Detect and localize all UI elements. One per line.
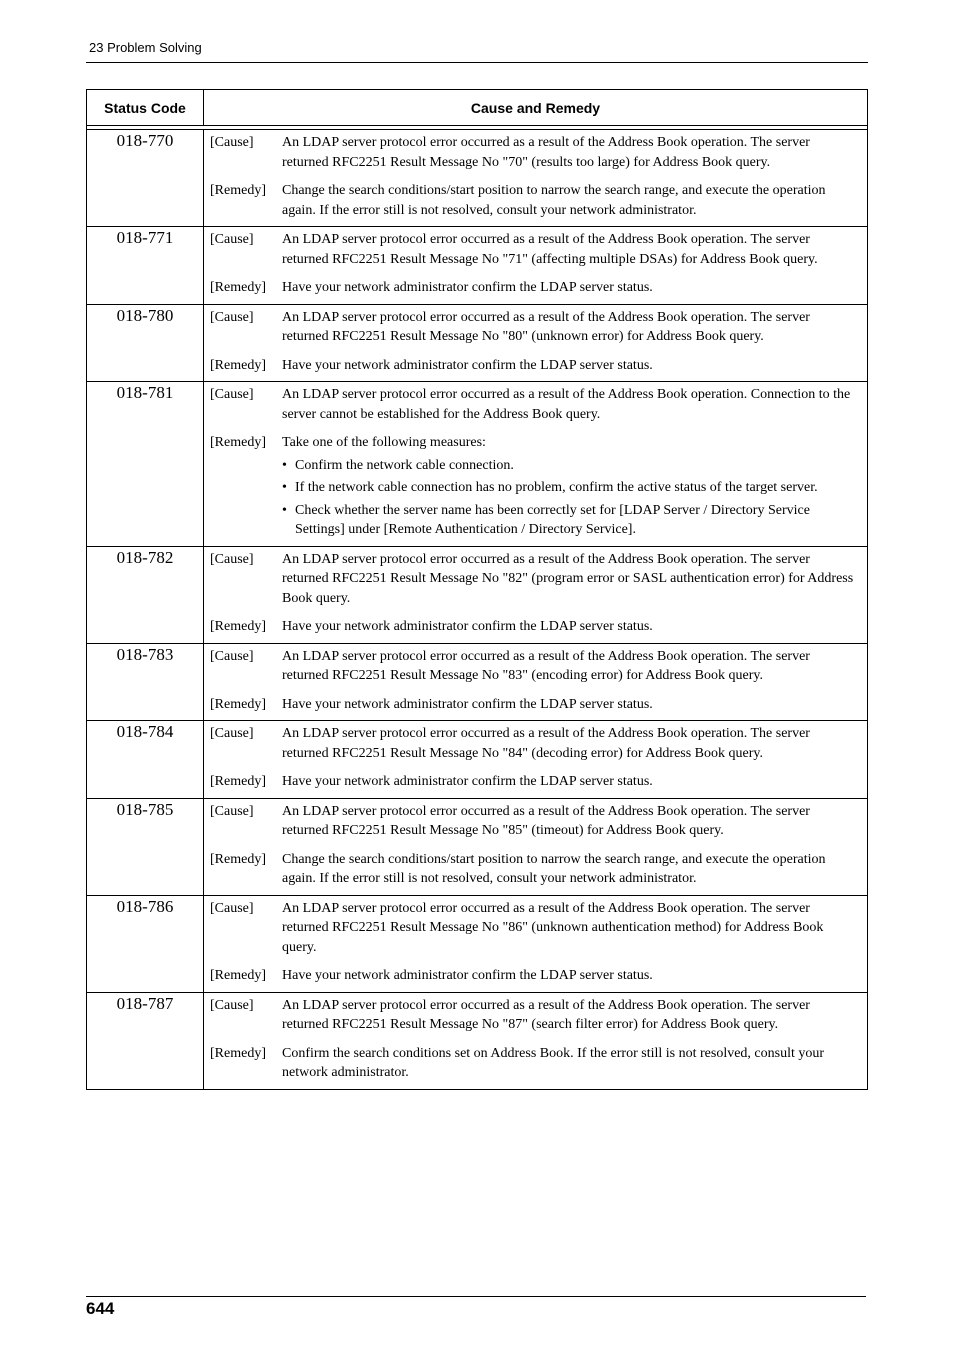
bullet-icon: • bbox=[282, 457, 287, 473]
remedy-tag: [Remedy] bbox=[210, 357, 266, 373]
list-item bbox=[282, 456, 859, 476]
cause-text: An LDAP server protocol error occurred as a result of the Address Book operation. The server returned RFC2251 Result Message No "71" (affecting multiple DSAs) for Address Book query. bbox=[282, 232, 818, 267]
remedy-tag: [Remedy] bbox=[210, 435, 266, 450]
remedy-content bbox=[282, 695, 859, 715]
cause-entry bbox=[210, 550, 859, 609]
header-divider bbox=[86, 62, 868, 63]
remedy-tag: [Remedy] bbox=[210, 619, 266, 634]
remedy-text: Confirm the search conditions set on Address Book. If the error still is not resolved, consult your network administrator. bbox=[282, 1045, 825, 1080]
cause-entry bbox=[210, 802, 859, 841]
cause-remedy-cell bbox=[204, 896, 867, 992]
remedy-entry bbox=[210, 966, 859, 986]
cause-tag: [Cause] bbox=[210, 387, 254, 402]
cause-tag: [Cause] bbox=[210, 232, 254, 247]
cause-remedy-cell bbox=[204, 227, 867, 304]
status-code: 018-770 bbox=[87, 130, 204, 226]
status-code: 018-783 bbox=[87, 644, 204, 721]
cause-remedy-cell bbox=[204, 993, 867, 1089]
status-code: 018-784 bbox=[87, 721, 204, 798]
remedy-entry bbox=[210, 772, 859, 792]
cause-text: An LDAP server protocol error occurred as a result of the Address Book operation. Connection to the server cannot be established for the Address Book query. bbox=[282, 387, 851, 422]
table-row bbox=[87, 644, 867, 722]
remedy-text: Take one of the following measures: bbox=[282, 435, 486, 450]
cause-text: An LDAP server protocol error occurred as a result of the Address Book operation. The server returned RFC2251 Result Message No "80" (unknown error) for Address Book query. bbox=[282, 309, 810, 344]
cause-text: An LDAP server protocol error occurred as a result of the Address Book operation. The server returned RFC2251 Result Message No "87" (search filter error) for Address Book query. bbox=[282, 997, 810, 1032]
bullet-icon: • bbox=[282, 480, 287, 495]
cause-tag: [Cause] bbox=[210, 900, 254, 916]
table-row bbox=[87, 130, 867, 227]
bullet-text: If the network cable connection has no problem, confirm the active status of the target server. bbox=[295, 480, 818, 495]
remedy-entry bbox=[210, 850, 859, 889]
cause-remedy-cell bbox=[204, 305, 867, 382]
table-body bbox=[87, 130, 867, 1089]
status-code: 018-787 bbox=[87, 993, 204, 1089]
list-item bbox=[282, 478, 859, 498]
table-row bbox=[87, 721, 867, 799]
cause-tag: [Cause] bbox=[210, 309, 254, 325]
cause-remedy-cell bbox=[204, 644, 867, 721]
cause-tag: [Cause] bbox=[210, 648, 254, 664]
remedy-entry bbox=[210, 278, 859, 298]
cause-entry bbox=[210, 996, 859, 1035]
table-header bbox=[87, 90, 867, 126]
cause-entry bbox=[210, 724, 859, 763]
remedy-bullet-list bbox=[282, 456, 859, 540]
cause-text: An LDAP server protocol error occurred as a result of the Address Book operation. The server returned RFC2251 Result Message No "70" (results too large) for Address Book query. bbox=[282, 135, 810, 170]
column-header-cause-remedy: Cause and Remedy bbox=[470, 99, 601, 116]
remedy-entry bbox=[210, 1044, 859, 1083]
remedy-tag: [Remedy] bbox=[210, 1045, 266, 1061]
cause-remedy-cell bbox=[204, 382, 867, 546]
remedy-content bbox=[282, 181, 859, 220]
table-row bbox=[87, 993, 867, 1089]
cause-tag: [Cause] bbox=[210, 803, 254, 819]
remedy-content bbox=[282, 850, 859, 889]
remedy-content bbox=[282, 356, 859, 376]
remedy-tag: [Remedy] bbox=[210, 774, 266, 789]
bullet-text: Confirm the network cable connection. bbox=[295, 457, 514, 473]
remedy-entry bbox=[210, 433, 859, 540]
cause-remedy-cell bbox=[204, 130, 867, 226]
cause-tag: [Cause] bbox=[210, 997, 254, 1013]
remedy-tag: [Remedy] bbox=[210, 968, 266, 983]
remedy-text: Change the search conditions/start position to narrow the search range, and execute the operation again. If the error still is not resolved, consult your network administrator. bbox=[282, 183, 826, 218]
remedy-content bbox=[282, 278, 859, 298]
list-item bbox=[282, 501, 859, 540]
cause-remedy-cell bbox=[204, 547, 867, 643]
bullet-icon: • bbox=[282, 502, 287, 518]
cause-text: An LDAP server protocol error occurred as a result of the Address Book operation. The server returned RFC2251 Result Message No "85" (timeout) for Address Book query. bbox=[282, 803, 810, 838]
remedy-tag: [Remedy] bbox=[210, 696, 266, 712]
cause-tag: [Cause] bbox=[210, 135, 254, 150]
remedy-content bbox=[282, 433, 859, 540]
cause-text: An LDAP server protocol error occurred as a result of the Address Book operation. The server returned RFC2251 Result Message No "86" (unknown authentication method) for Address Book query. bbox=[282, 900, 824, 955]
cause-tag: [Cause] bbox=[210, 726, 254, 741]
table-row bbox=[87, 305, 867, 383]
remedy-text: Have your network administrator confirm the LDAP server status. bbox=[282, 696, 653, 712]
status-code: 018-781 bbox=[87, 382, 204, 546]
cause-text: An LDAP server protocol error occurred as a result of the Address Book operation. The server returned RFC2251 Result Message No "84" (decoding error) for Address Book query. bbox=[282, 726, 810, 761]
remedy-content bbox=[282, 966, 859, 986]
error-code-table bbox=[86, 89, 868, 1090]
status-code: 018-780 bbox=[87, 305, 204, 382]
footer-divider bbox=[86, 1296, 866, 1297]
remedy-text: Have your network administrator confirm the LDAP server status. bbox=[282, 357, 653, 373]
status-code: 018-785 bbox=[87, 799, 204, 895]
remedy-tag: [Remedy] bbox=[210, 280, 266, 295]
cause-remedy-cell bbox=[204, 721, 867, 798]
table-row bbox=[87, 896, 867, 993]
cause-entry bbox=[210, 133, 859, 172]
remedy-text: Have your network administrator confirm the LDAP server status. bbox=[282, 774, 653, 789]
bullet-text: Check whether the server name has been correctly set for [LDAP Server / Directory Service Settings] under [Remote Authentication / Directory Service]. bbox=[295, 502, 810, 537]
status-code: 018-786 bbox=[87, 896, 204, 992]
cause-entry bbox=[210, 308, 859, 347]
chapter-title: 23 Problem Solving bbox=[89, 40, 202, 55]
column-header-status-code: Status Code bbox=[87, 90, 204, 125]
cause-entry bbox=[210, 647, 859, 686]
remedy-text: Have your network administrator confirm the LDAP server status. bbox=[282, 968, 653, 983]
remedy-tag: [Remedy] bbox=[210, 851, 266, 867]
cause-tag: [Cause] bbox=[210, 551, 254, 567]
cause-text: An LDAP server protocol error occurred as a result of the Address Book operation. The server returned RFC2251 Result Message No "82" (program error or SASL authentication error) for Address Book query. bbox=[282, 551, 854, 606]
status-code: 018-771 bbox=[87, 227, 204, 304]
cause-entry bbox=[210, 385, 859, 424]
remedy-tag: [Remedy] bbox=[210, 183, 266, 198]
cause-text: An LDAP server protocol error occurred as a result of the Address Book operation. The server returned RFC2251 Result Message No "83" (encoding error) for Address Book query. bbox=[282, 648, 810, 683]
cause-remedy-cell bbox=[204, 799, 867, 895]
remedy-content bbox=[282, 772, 859, 792]
remedy-entry bbox=[210, 695, 859, 715]
remedy-content bbox=[282, 617, 859, 637]
remedy-text: Have your network administrator confirm the LDAP server status. bbox=[282, 280, 653, 295]
remedy-text: Change the search conditions/start position to narrow the search range, and execute the operation again. If the error still is not resolved, consult your network administrator. bbox=[282, 851, 826, 886]
table-row bbox=[87, 799, 867, 896]
page-number: 644 bbox=[86, 1299, 115, 1318]
remedy-text: Have your network administrator confirm the LDAP server status. bbox=[282, 619, 653, 634]
remedy-entry bbox=[210, 181, 859, 220]
status-code: 018-782 bbox=[87, 547, 204, 643]
table-row bbox=[87, 382, 867, 547]
remedy-content bbox=[282, 1044, 859, 1083]
table-row bbox=[87, 547, 867, 644]
cause-entry bbox=[210, 230, 859, 269]
remedy-entry bbox=[210, 356, 859, 376]
remedy-entry bbox=[210, 617, 859, 637]
cause-entry bbox=[210, 899, 859, 958]
table-row bbox=[87, 227, 867, 305]
